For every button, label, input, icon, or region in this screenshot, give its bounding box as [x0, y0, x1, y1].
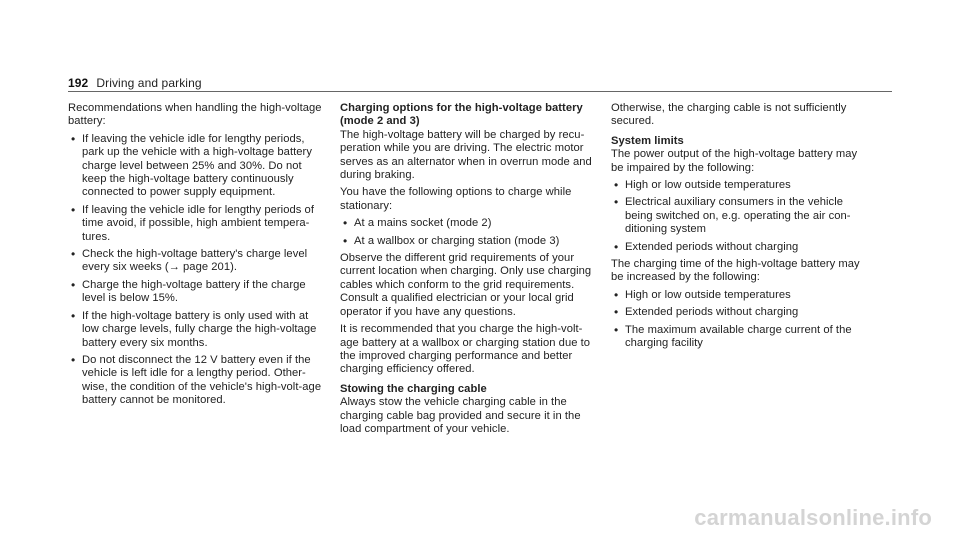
list-item: • Extended periods without charging — [611, 241, 871, 254]
column-right — [611, 102, 871, 355]
paragraph: It is recommended that you charge the high-volt-age battery at a wallbox or charging station due to the improved charging performance and better charging efficiency offered. — [340, 323, 591, 376]
paragraph: Otherwise, the charging cable is not sufficiently secured. — [611, 102, 847, 128]
paragraph: The power output of the high-voltage battery may be impaired by the following: — [611, 148, 858, 174]
list-item: • The maximum available charge current of the charging facility — [611, 324, 871, 351]
list-item: • If the high-voltage battery is only used with at low charge levels, fully charge the high-voltage battery every six months. — [68, 310, 326, 350]
column-middle — [340, 102, 598, 440]
list-item: • High or low outside temperatures — [611, 289, 871, 302]
list-item: • Charge the high-voltage battery if the charge level is below 15%. — [68, 279, 326, 306]
list-item: • High or low outside temperatures — [611, 179, 871, 192]
heading-stowing-cable: Stowing the charging cable — [340, 382, 487, 395]
charging-time-list — [611, 289, 871, 351]
watermark: carmanualsonline.info — [694, 505, 932, 530]
recommendations-list — [68, 133, 326, 408]
paragraph: Always stow the vehicle charging cable in the charging cable bag provided and secure it in the load compartment of your vehicle. — [340, 396, 581, 435]
list-item: • At a wallbox or charging station (mode 3) — [340, 235, 598, 248]
paragraph: You have the following options to charge while stationary: — [340, 186, 572, 212]
list-item: • Do not disconnect the 12 V battery even if the vehicle is left idle for a lengthy period. Other-wise, the condition of the vehicle's high-volt-age battery cannot be monitored. — [68, 354, 326, 408]
heading-line: Charging options for the high-voltage battery — [340, 102, 583, 114]
page-header — [68, 76, 202, 90]
column-left — [68, 102, 326, 412]
intro-text: Recommendations when handling the high-voltage battery: — [68, 102, 322, 128]
charging-options-list — [340, 217, 598, 248]
heading-charging-options — [340, 102, 598, 129]
page-number: 192 — [68, 76, 89, 90]
paragraph: The charging time of the high-voltage battery may be increased by the following: — [611, 258, 860, 284]
heading-system-limits: System limits — [611, 134, 684, 147]
list-item: • If leaving the vehicle idle for lengthy periods, park up the vehicle with a high-voltage battery charge level between 25% and 30%. Do not keep the high-voltage battery continuously connected to power supply equipment. — [68, 133, 326, 200]
list-item: • Extended periods without charging — [611, 306, 871, 319]
heading-line: (mode 2 and 3) — [340, 115, 420, 128]
list-item: • If leaving the vehicle idle for lengthy periods of time avoid, if possible, high ambient tempera-tures. — [68, 204, 326, 244]
list-item: • At a mains socket (mode 2) — [340, 217, 598, 230]
paragraph: The high-voltage battery will be charged by recu-peration while you are driving. The electric motor serves as an alternator when in overrun mode and during braking. — [340, 128, 592, 182]
header-divider — [68, 91, 892, 92]
power-limits-list — [611, 179, 871, 254]
paragraph: Observe the different grid requirements of your current location when charging. Only use charging cables which conform to the grid requirements. Consult a qualified electrician or your local grid operator if you have any questions. — [340, 252, 592, 318]
section-title: Driving and parking — [96, 76, 202, 90]
list-item: • Electrical auxiliary consumers in the vehicle being switched on, e.g. operating the air con-ditioning system — [611, 196, 871, 236]
list-item: • Check the high-voltage battery's charge level every six weeks (→ page 201). — [68, 248, 326, 275]
